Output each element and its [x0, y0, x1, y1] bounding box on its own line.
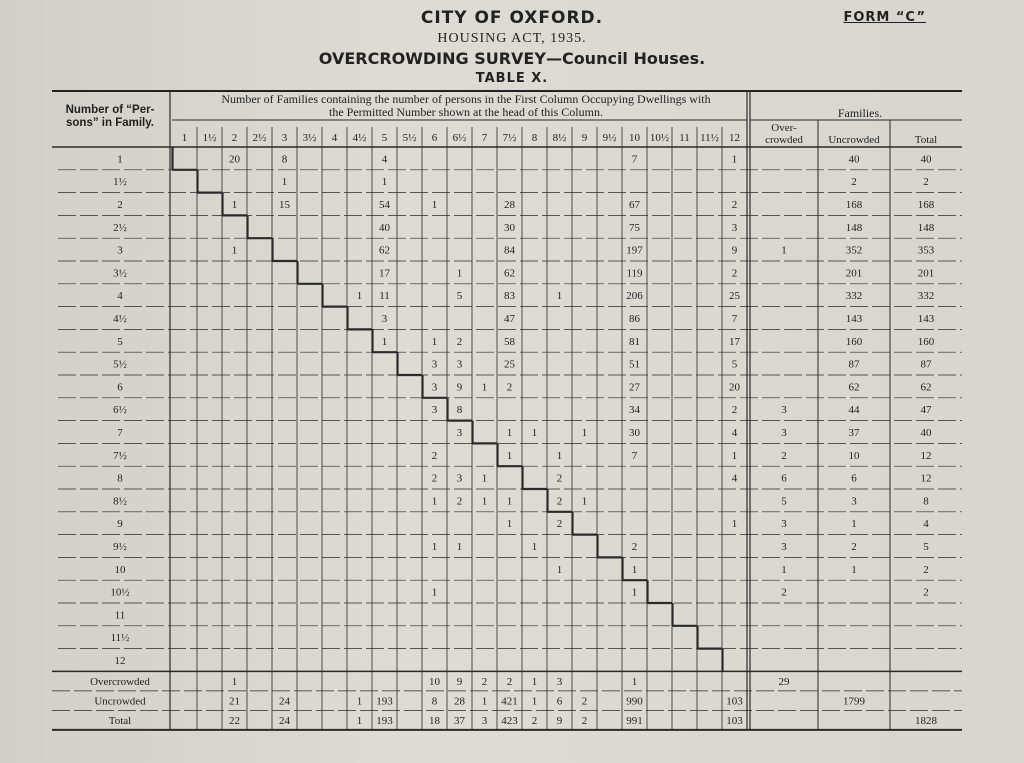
footer-uncrowded-cell-6½: 28: [454, 695, 465, 708]
row-16-cell-7: 1: [481, 495, 488, 508]
row-16-cell-9: 1: [581, 495, 588, 508]
row-14-cell-7½: 1: [506, 449, 513, 462]
row-5-cell-7½: 84: [504, 244, 515, 257]
row-7-cell-7½: 83: [504, 290, 515, 303]
row-20-label: 10½: [110, 586, 130, 599]
row-9-cell-5: 1: [381, 335, 388, 348]
column-header-13: 7: [481, 132, 488, 144]
row-18-cell-6: 1: [431, 541, 438, 553]
column-header-3: 2: [231, 132, 238, 144]
footer-total-cell-7: 3: [481, 715, 488, 728]
row-11-cell-7½: 2: [506, 381, 513, 394]
row-10-cell-10: 51: [629, 358, 640, 371]
footer-uncrowded-cell-5: 193: [376, 695, 393, 708]
row-18-cell-10: 2: [631, 541, 638, 553]
column-header-2: 1½: [202, 132, 217, 144]
footer-uncrowded-cell-8½: 6: [556, 695, 563, 708]
column-header-22: 11½: [700, 132, 719, 144]
row-3-label: 2: [117, 199, 123, 211]
row-7-cell-8½: 1: [556, 290, 563, 303]
footer-total-cell-8½: 9: [556, 715, 563, 728]
row-20-cell-10: 1: [631, 586, 638, 599]
footer-uncrowded-cell-12: 103: [726, 695, 743, 708]
row-3-cell-2: 1: [231, 199, 238, 211]
footer-overcrowded-cell-8: 1: [531, 676, 538, 689]
row-12-overcrowded: 3: [781, 404, 787, 417]
row-2-cell-5: 1: [381, 176, 388, 189]
row-14-cell-6: 2: [431, 449, 438, 462]
survey-subtitle: OVERCROWDING SURVEY—Council Houses.: [318, 49, 706, 68]
row-1-label: 1: [117, 153, 123, 166]
row-6-cell-6½: 1: [456, 267, 463, 280]
row-2-label: 1½: [113, 176, 127, 189]
row-17-label: 9: [117, 518, 123, 531]
row-20-cell-6: 1: [431, 586, 438, 599]
row-5-cell-10: 197: [626, 244, 643, 257]
row-18-uncrowded: 2: [851, 541, 857, 553]
row-7-cell-6½: 5: [456, 290, 463, 303]
footer-overcrowded-cell-2: 1: [231, 676, 238, 689]
row-9-cell-7½: 58: [504, 335, 515, 348]
footer-overcrowded-cell-10: 1: [631, 676, 638, 689]
row-10-total: 87: [920, 358, 932, 371]
row-2-total: 2: [923, 176, 929, 189]
row-4-uncrowded: 148: [845, 221, 863, 234]
row-6-label: 3½: [113, 267, 127, 280]
row-13-cell-12: 4: [731, 427, 738, 439]
row-12-cell-6: 3: [431, 404, 438, 417]
row-11-uncrowded: 62: [848, 381, 860, 394]
row-7-cell-12: 25: [729, 290, 740, 303]
row-11-cell-10: 27: [629, 381, 640, 394]
over-crowded-header-line1: Over-: [771, 122, 797, 134]
row-3-total: 168: [917, 199, 935, 211]
footer-overcrowded-overcrowded: 29: [778, 676, 790, 689]
row-11-cell-6: 3: [431, 381, 438, 394]
column-header-10: 5½: [402, 132, 417, 144]
act-subtitle: HOUSING ACT, 1935.: [437, 31, 587, 46]
column-header-19: 10: [629, 132, 640, 144]
row-9-cell-6: 1: [431, 335, 438, 348]
row-9-cell-10: 81: [629, 335, 640, 348]
footer-total-cell-6½: 37: [454, 715, 465, 728]
row-8-cell-7½: 47: [504, 313, 515, 325]
row-3-cell-5: 54: [379, 199, 390, 211]
row-1-cell-5: 4: [381, 153, 388, 166]
footer-total-cell-3: 24: [279, 715, 290, 728]
row-14-label: 7½: [113, 449, 127, 462]
footer-total-cell-5: 193: [376, 715, 393, 728]
footer-uncrowded-cell-6: 8: [431, 695, 438, 708]
row-18-total: 5: [923, 541, 929, 553]
row-14-cell-12: 1: [731, 449, 738, 462]
row-19-uncrowded: 1: [851, 563, 857, 576]
row-15-cell-12: 4: [731, 472, 738, 485]
row-4-cell-7½: 30: [504, 221, 515, 234]
column-header-15: 8: [531, 132, 538, 144]
row-6-cell-7½: 62: [504, 267, 515, 280]
row-3-cell-7½: 28: [504, 199, 515, 211]
row-3-cell-3: 15: [279, 199, 290, 211]
row-15-uncrowded: 6: [851, 472, 857, 485]
row-1-cell-3: 8: [281, 153, 288, 166]
footer-uncrowded-cell-9: 2: [581, 695, 588, 708]
column-header-18: 9½: [602, 132, 617, 144]
row-15-total: 12: [920, 472, 932, 485]
column-header-12: 6½: [452, 132, 467, 144]
row-2-uncrowded: 2: [851, 176, 857, 189]
column-header-5: 3: [281, 132, 288, 144]
footer-uncrowded-uncrowded: 1799: [843, 695, 865, 708]
row-21-label: 11: [114, 609, 126, 622]
row-4-label: 2½: [113, 221, 127, 234]
row-4-cell-12: 3: [731, 221, 738, 234]
row-13-cell-8: 1: [531, 427, 538, 439]
column-header-8: 4½: [352, 132, 367, 144]
footer-total-cell-9: 2: [581, 715, 588, 728]
document-title: CITY OF OXFORD.: [420, 8, 604, 28]
row-15-cell-6: 2: [431, 472, 438, 485]
table-label: TABLE X.: [475, 71, 549, 86]
row-14-uncrowded: 10: [848, 449, 860, 462]
row-16-overcrowded: 5: [781, 495, 787, 508]
column-header-7: 4: [331, 132, 338, 144]
row-17-overcrowded: 3: [781, 518, 787, 531]
row-12-cell-10: 34: [629, 404, 640, 417]
row-1-uncrowded: 40: [848, 153, 860, 166]
row-3-cell-6: 1: [431, 199, 438, 211]
row-12-label: 6½: [113, 404, 127, 417]
footer-overcrowded-cell-7½: 2: [506, 676, 513, 689]
footer-total-cell-2: 22: [229, 715, 240, 728]
row-20-total: 2: [923, 586, 929, 599]
row-13-cell-6½: 3: [456, 427, 463, 439]
row-16-cell-6½: 2: [456, 495, 463, 508]
row-10-label: 5½: [113, 358, 127, 371]
column-header-11: 6: [431, 132, 438, 144]
span-header-line2: the Permitted Number shown at the head of this Column.: [329, 105, 603, 119]
footer-uncrowded-cell-3: 24: [279, 695, 290, 708]
row-18-overcrowded: 3: [781, 541, 787, 553]
form-label: FORM “C”: [843, 10, 926, 25]
row-10-uncrowded: 87: [848, 358, 860, 371]
row-3-cell-12: 2: [731, 199, 738, 211]
row-15-overcrowded: 6: [781, 472, 787, 485]
row-20-overcrowded: 2: [781, 586, 787, 599]
row-9-cell-6½: 2: [456, 335, 463, 348]
column-header-1: 1: [181, 132, 188, 144]
row-6-cell-5: 17: [379, 267, 390, 280]
footer-overcrowded-cell-7: 2: [481, 676, 488, 689]
row-1-total: 40: [920, 153, 932, 166]
row-3-cell-10: 67: [629, 199, 640, 211]
row-12-cell-6½: 8: [456, 404, 463, 417]
row-3-uncrowded: 168: [845, 199, 863, 211]
footer-uncrowded-cell-7: 1: [481, 695, 488, 708]
footer-uncrowded-cell-2: 21: [229, 695, 240, 708]
row-15-cell-6½: 3: [456, 472, 463, 485]
row-8-cell-12: 7: [731, 313, 738, 325]
row-17-cell-12: 1: [731, 518, 738, 531]
row-6-uncrowded: 201: [845, 267, 863, 280]
row-18-label: 9½: [113, 541, 127, 553]
row-19-total: 2: [923, 563, 929, 576]
row-11-cell-7: 1: [481, 381, 488, 394]
row-16-cell-8½: 2: [556, 495, 563, 508]
footer-total-total: 1828: [915, 715, 937, 728]
row-9-label: 5: [117, 335, 123, 348]
footer-uncrowded-cell-4½: 1: [356, 695, 363, 708]
row-1-cell-2: 20: [229, 153, 240, 166]
footer-total-cell-6: 18: [429, 715, 440, 728]
row-12-total: 47: [920, 404, 932, 417]
row-7-total: 332: [917, 290, 935, 303]
footer-overcrowded-label: Overcrowded: [90, 676, 150, 689]
row-16-cell-6: 1: [431, 495, 438, 508]
row-23-label: 12: [114, 655, 126, 667]
footer-overcrowded-cell-6: 10: [429, 676, 440, 689]
span-header-line1: Number of Families containing the number of persons in the First Column Occupying Dwellings with: [221, 92, 711, 106]
row-8-cell-10: 86: [629, 313, 640, 325]
row-17-total: 4: [923, 518, 929, 531]
row-12-uncrowded: 44: [848, 404, 860, 417]
row-header-line1: Number of “Per-: [65, 104, 155, 116]
total-header: Total: [914, 134, 938, 146]
row-11-cell-6½: 9: [456, 381, 463, 394]
footer-total-cell-8: 2: [531, 715, 538, 728]
row-16-cell-7½: 1: [506, 495, 513, 508]
column-header-17: 9: [581, 132, 588, 144]
row-15-cell-7: 1: [481, 472, 488, 485]
row-7-label: 4: [117, 290, 123, 303]
row-8-label: 4½: [113, 313, 127, 325]
row-13-cell-7½: 1: [506, 427, 513, 439]
row-14-cell-10: 7: [631, 449, 638, 462]
footer-total-cell-7½: 423: [501, 715, 518, 728]
footer-total-cell-10: 991: [626, 715, 643, 728]
footer-total-cell-4½: 1: [356, 715, 363, 728]
row-9-cell-12: 17: [729, 335, 740, 348]
footer-uncrowded-label: Uncrowded: [94, 695, 146, 708]
column-header-6: 3½: [302, 132, 317, 144]
row-5-total: 353: [917, 244, 935, 257]
column-header-16: 8½: [552, 132, 567, 144]
column-header-21: 11: [679, 132, 690, 144]
row-18-cell-8: 1: [531, 541, 538, 553]
row-2-cell-3: 1: [281, 176, 288, 189]
row-5-uncrowded: 352: [845, 244, 863, 257]
row-8-cell-5: 3: [381, 313, 388, 325]
row-14-overcrowded: 2: [781, 449, 787, 462]
row-13-total: 40: [920, 427, 932, 439]
row-9-uncrowded: 160: [845, 335, 863, 348]
row-5-cell-12: 9: [731, 244, 738, 257]
row-15-cell-8½: 2: [556, 472, 563, 485]
column-header-14: 7½: [502, 132, 517, 144]
column-header-23: 12: [729, 132, 740, 144]
row-16-uncrowded: 3: [851, 495, 857, 508]
row-10-cell-6½: 3: [456, 358, 463, 371]
row-6-cell-10: 119: [626, 267, 643, 280]
row-1-cell-12: 1: [731, 153, 738, 166]
row-17-cell-7½: 1: [506, 518, 513, 531]
row-16-total: 8: [923, 495, 929, 508]
row-17-uncrowded: 1: [851, 518, 857, 531]
row-6-cell-12: 2: [731, 267, 738, 280]
row-4-cell-5: 40: [379, 221, 390, 234]
row-19-label: 10: [114, 563, 126, 576]
row-19-cell-10: 1: [631, 563, 638, 576]
row-8-uncrowded: 143: [845, 313, 863, 325]
row-7-uncrowded: 332: [845, 290, 863, 303]
row-7-cell-4½: 1: [356, 290, 363, 303]
row-4-total: 148: [917, 221, 935, 234]
row-5-cell-2: 1: [231, 244, 238, 257]
row-header-line2: sons” in Family.: [66, 117, 154, 129]
row-13-cell-9: 1: [581, 427, 588, 439]
row-13-cell-10: 30: [629, 427, 640, 439]
row-18-cell-6½: 1: [456, 541, 463, 553]
row-5-cell-5: 62: [379, 244, 390, 257]
row-19-cell-8½: 1: [556, 563, 563, 576]
footer-uncrowded-cell-7½: 421: [501, 695, 518, 708]
row-13-label: 7: [117, 427, 123, 439]
footer-total-cell-12: 103: [726, 715, 743, 728]
row-13-overcrowded: 3: [781, 427, 787, 439]
row-14-total: 12: [920, 449, 932, 462]
row-4-cell-10: 75: [629, 221, 640, 234]
row-11-label: 6: [117, 381, 123, 394]
row-8-total: 143: [917, 313, 935, 325]
column-header-4: 2½: [252, 132, 267, 144]
row-6-total: 201: [917, 267, 935, 280]
row-16-label: 8½: [113, 495, 127, 508]
row-5-overcrowded: 1: [781, 244, 787, 257]
footer-total-label: Total: [108, 715, 132, 728]
row-10-cell-7½: 25: [504, 358, 515, 371]
row-1-cell-10: 7: [631, 153, 638, 166]
row-14-cell-8½: 1: [556, 449, 563, 462]
uncrowded-header: Uncrowded: [828, 134, 880, 146]
row-5-label: 3: [117, 244, 123, 257]
families-header: Families.: [837, 106, 883, 120]
row-11-cell-12: 20: [729, 381, 740, 394]
row-15-label: 8: [117, 472, 123, 485]
row-11-total: 62: [920, 381, 932, 394]
row-12-cell-12: 2: [731, 404, 738, 417]
row-10-cell-6: 3: [431, 358, 438, 371]
over-crowded-header-line2: crowded: [765, 134, 803, 146]
footer-uncrowded-cell-10: 990: [626, 695, 643, 708]
footer-overcrowded-cell-8½: 3: [556, 676, 563, 689]
row-10-cell-12: 5: [731, 358, 738, 371]
footer-uncrowded-cell-8: 1: [531, 695, 538, 708]
column-header-20: 10½: [649, 132, 670, 144]
row-17-cell-8½: 2: [556, 518, 563, 531]
footer-overcrowded-cell-6½: 9: [456, 676, 463, 689]
row-13-uncrowded: 37: [848, 427, 860, 439]
row-9-total: 160: [917, 335, 935, 348]
row-19-overcrowded: 1: [781, 563, 787, 576]
row-22-label: 11½: [110, 632, 130, 645]
row-7-cell-10: 206: [626, 290, 643, 303]
column-header-9: 5: [381, 132, 388, 144]
row-7-cell-5: 11: [379, 290, 390, 303]
